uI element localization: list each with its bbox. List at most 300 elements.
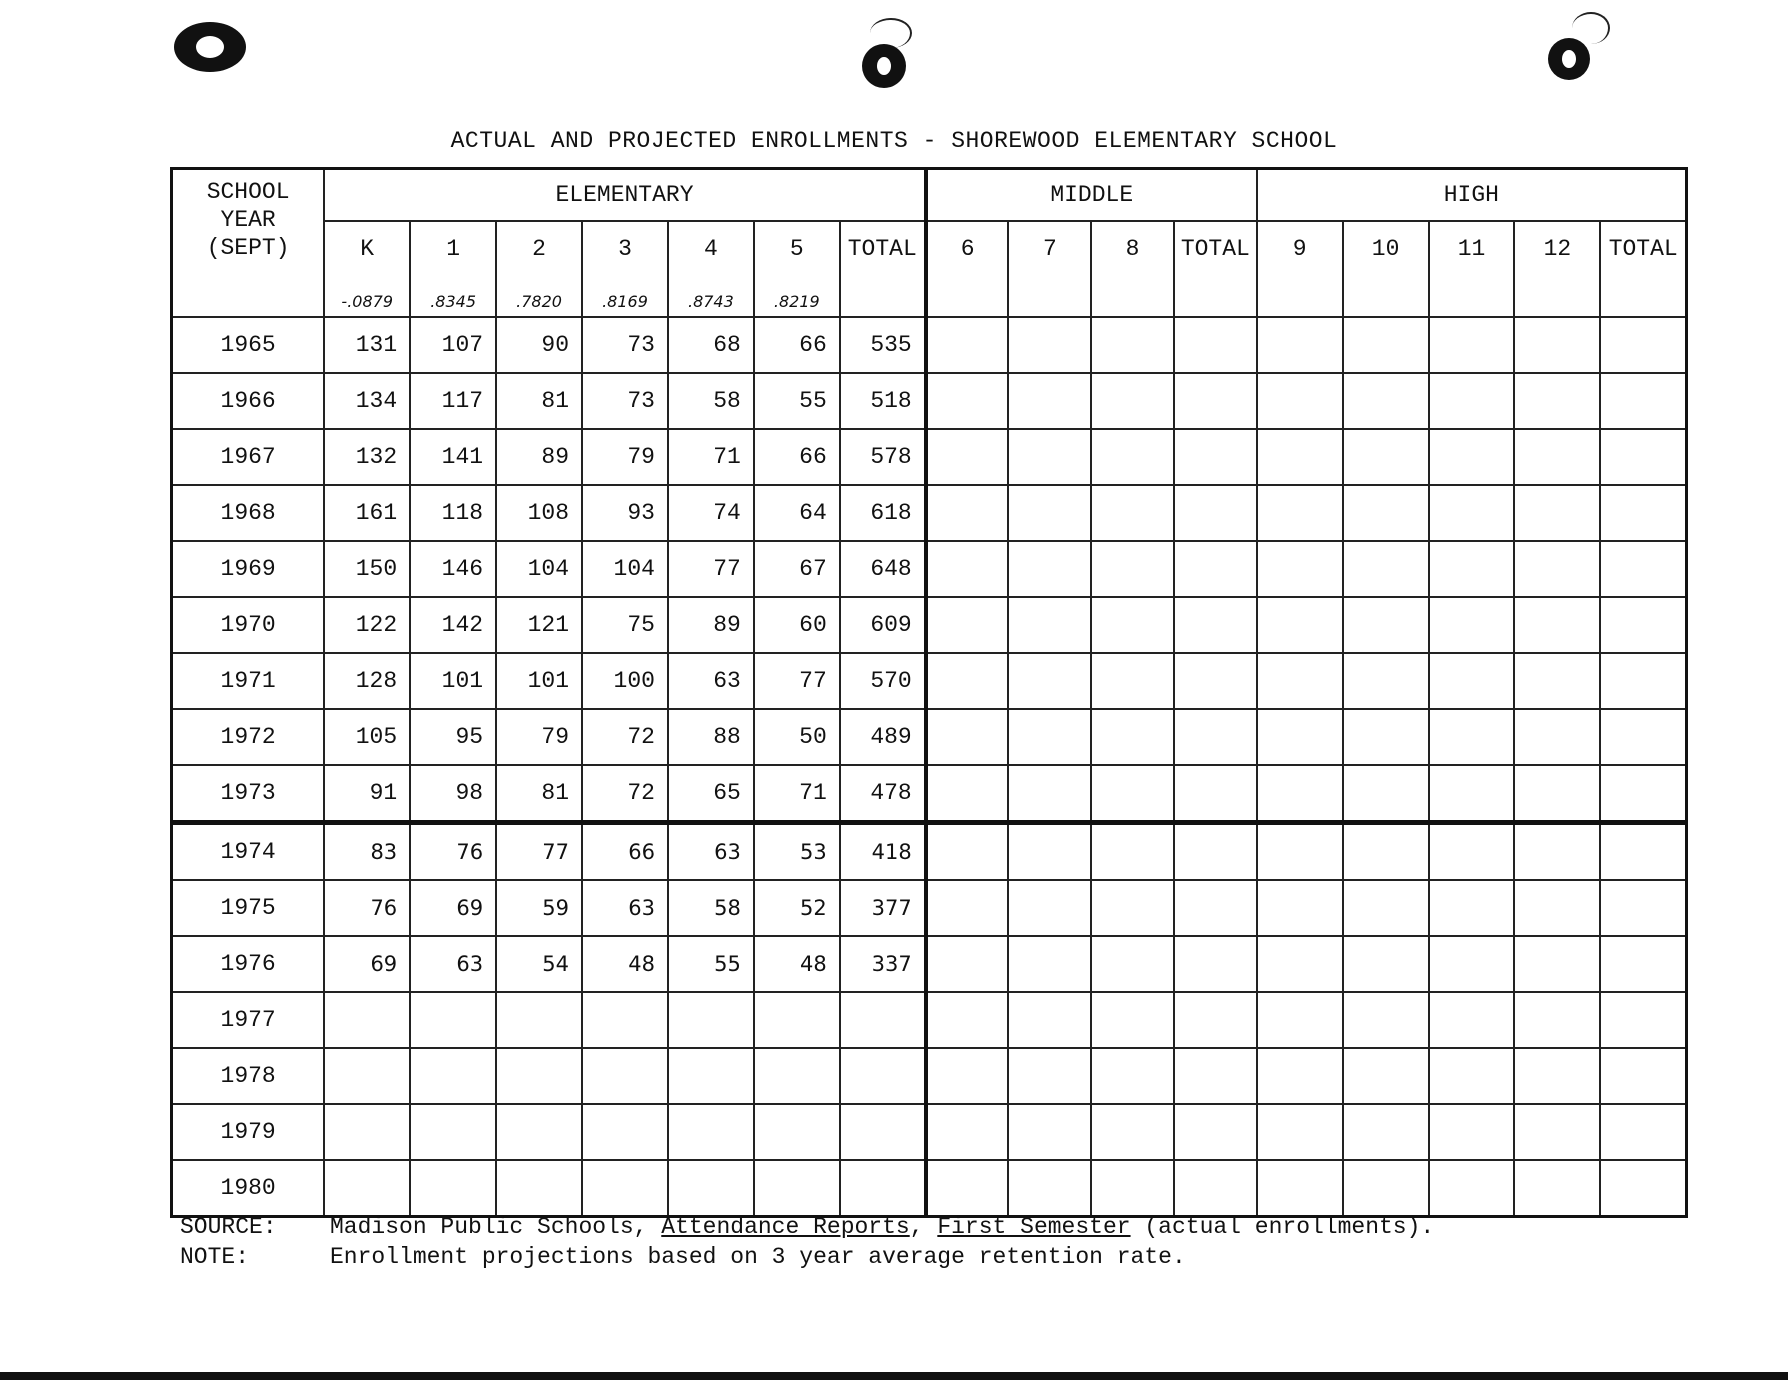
high-cell <box>1429 823 1515 881</box>
high-grade-header: 10 <box>1343 221 1429 317</box>
school-year-cell: 1979 <box>172 1104 325 1160</box>
enrollment-cell: 142 <box>410 597 496 653</box>
middle-cell <box>1008 317 1091 373</box>
enrollment-cell: 100 <box>582 653 668 709</box>
high-cell <box>1429 653 1515 709</box>
punch-hole-center-arc <box>870 18 912 48</box>
enrollment-cell <box>496 1160 582 1217</box>
middle-cell <box>1174 653 1257 709</box>
source-text-part: (actual enrollments). <box>1130 1214 1435 1240</box>
enrollment-cell: 117 <box>410 373 496 429</box>
enrollment-cell: 81 <box>496 373 582 429</box>
high-cell <box>1343 485 1429 541</box>
middle-cell <box>1008 709 1091 765</box>
high-cell <box>1343 1104 1429 1160</box>
high-cell <box>1429 880 1515 936</box>
enrollment-cell: 108 <box>496 485 582 541</box>
high-grade-header: 9 <box>1257 221 1343 317</box>
high-cell <box>1514 597 1600 653</box>
middle-cell <box>1091 1048 1174 1104</box>
high-cell <box>1514 823 1600 881</box>
middle-cell <box>926 653 1009 709</box>
middle-cell <box>1174 597 1257 653</box>
high-cell <box>1600 373 1686 429</box>
high-cell <box>1429 429 1515 485</box>
high-cell <box>1514 1104 1600 1160</box>
high-cell <box>1343 823 1429 881</box>
middle-cell <box>926 1048 1009 1104</box>
retention-rate-total-blank <box>840 286 926 317</box>
enrollment-cell: 48 <box>582 936 668 992</box>
school-year-cell: 1969 <box>172 541 325 597</box>
high-cell <box>1343 936 1429 992</box>
high-cell <box>1429 1160 1515 1217</box>
high-cell <box>1343 709 1429 765</box>
retention-rate: .8345 <box>410 286 496 317</box>
middle-cell <box>1174 1104 1257 1160</box>
middle-cell <box>1174 429 1257 485</box>
elementary-total-cell: 518 <box>840 373 926 429</box>
enrollment-cell: 79 <box>582 429 668 485</box>
enrollment-cell: 89 <box>496 429 582 485</box>
table-row <box>172 373 1687 429</box>
middle-cell <box>926 429 1009 485</box>
enrollment-cell: 66 <box>754 317 840 373</box>
high-cell <box>1600 597 1686 653</box>
high-grade-header: 12 <box>1514 221 1600 317</box>
middle-cell <box>926 709 1009 765</box>
high-cell <box>1343 992 1429 1048</box>
high-cell <box>1429 765 1515 823</box>
middle-cell <box>1008 1160 1091 1217</box>
table-row <box>172 653 1687 709</box>
retention-rate: .7820 <box>496 286 582 317</box>
high-cell <box>1514 373 1600 429</box>
high-cell <box>1429 1048 1515 1104</box>
enrollment-cell <box>324 1104 410 1160</box>
enrollment-cell: 58 <box>668 373 754 429</box>
enrollment-cell <box>496 1104 582 1160</box>
enrollment-cell <box>410 1104 496 1160</box>
middle-cell <box>1174 765 1257 823</box>
middle-cell <box>1008 429 1091 485</box>
page-title: ACTUAL AND PROJECTED ENROLLMENTS - SHOREWOOD ELEMENTARY SCHOOL <box>450 128 1338 154</box>
table-row <box>172 936 1687 992</box>
school-year-header-line: SCHOOL <box>206 179 290 205</box>
enrollment-cell: 71 <box>754 765 840 823</box>
enrollment-cell <box>582 1048 668 1104</box>
middle-cell <box>1091 709 1174 765</box>
enrollment-cell: 63 <box>668 653 754 709</box>
school-year-cell: 1980 <box>172 1160 325 1217</box>
enrollment-cell: 75 <box>582 597 668 653</box>
high-cell <box>1257 765 1343 823</box>
school-year-cell: 1977 <box>172 992 325 1048</box>
middle-grade-header: 8 <box>1091 221 1174 317</box>
middle-cell <box>1091 317 1174 373</box>
middle-cell <box>926 317 1009 373</box>
high-cell <box>1514 709 1600 765</box>
middle-cell <box>926 1160 1009 1217</box>
enrollment-cell <box>582 1104 668 1160</box>
high-cell <box>1600 823 1686 881</box>
elementary-total-cell <box>840 1104 926 1160</box>
enrollment-cell <box>754 1048 840 1104</box>
elementary-total-cell <box>840 1048 926 1104</box>
high-cell <box>1343 765 1429 823</box>
enrollment-cell: 77 <box>754 653 840 709</box>
punch-hole-left <box>174 22 246 72</box>
table-row <box>172 880 1687 936</box>
high-cell <box>1514 541 1600 597</box>
middle-cell <box>1174 709 1257 765</box>
middle-cell <box>1174 992 1257 1048</box>
high-cell <box>1343 317 1429 373</box>
high-cell <box>1429 373 1515 429</box>
enrollment-cell: 95 <box>410 709 496 765</box>
high-cell <box>1514 936 1600 992</box>
enrollment-cell: 90 <box>496 317 582 373</box>
retention-rate: .8169 <box>582 286 668 317</box>
high-cell <box>1257 1160 1343 1217</box>
enrollment-cell: 146 <box>410 541 496 597</box>
middle-cell <box>1008 541 1091 597</box>
school-year-cell: 1968 <box>172 485 325 541</box>
enrollment-cell <box>668 1160 754 1217</box>
retention-rate: .8219 <box>754 286 840 317</box>
middle-cell <box>1091 653 1174 709</box>
high-cell <box>1600 709 1686 765</box>
high-cell <box>1514 765 1600 823</box>
middle-cell <box>926 541 1009 597</box>
high-cell <box>1343 429 1429 485</box>
high-cell <box>1429 709 1515 765</box>
high-cell <box>1257 317 1343 373</box>
high-cell <box>1600 992 1686 1048</box>
middle-cell <box>926 992 1009 1048</box>
elementary-grade-header: 1 <box>410 221 496 286</box>
high-cell <box>1343 1160 1429 1217</box>
school-year-cell: 1978 <box>172 1048 325 1104</box>
note-text-part: year average retention rate. <box>785 1244 1186 1270</box>
enrollment-cell: 72 <box>582 765 668 823</box>
high-cell <box>1257 597 1343 653</box>
middle-cell <box>1091 936 1174 992</box>
high-cell <box>1514 992 1600 1048</box>
enrollment-cell: 98 <box>410 765 496 823</box>
enrollment-cell: 69 <box>410 880 496 936</box>
high-cell <box>1257 880 1343 936</box>
middle-cell <box>1091 765 1174 823</box>
high-cell <box>1257 541 1343 597</box>
high-cell <box>1514 485 1600 541</box>
elementary-total-cell: 609 <box>840 597 926 653</box>
footer-notes <box>180 1212 1680 1272</box>
source-label: SOURCE: <box>180 1214 277 1240</box>
enrollment-cell: 58 <box>668 880 754 936</box>
enrollment-cell: 134 <box>324 373 410 429</box>
middle-grade-header: TOTAL <box>1174 221 1257 317</box>
enrollment-cell <box>582 992 668 1048</box>
high-cell <box>1514 429 1600 485</box>
enrollment-cell <box>324 992 410 1048</box>
high-cell <box>1514 880 1600 936</box>
elementary-grade-header: TOTAL <box>840 221 926 286</box>
note-number: 3 <box>771 1244 786 1270</box>
middle-cell <box>1091 1160 1174 1217</box>
school-year-cell: 1966 <box>172 373 325 429</box>
enrollment-cell <box>754 1160 840 1217</box>
high-cell <box>1429 541 1515 597</box>
high-cell <box>1257 709 1343 765</box>
middle-cell <box>1174 1160 1257 1217</box>
high-cell <box>1343 373 1429 429</box>
enrollment-cell: 83 <box>324 823 410 881</box>
high-cell <box>1257 373 1343 429</box>
school-year-header <box>172 169 325 318</box>
elementary-total-cell: 648 <box>840 541 926 597</box>
middle-cell <box>1174 823 1257 881</box>
enrollment-cell: 73 <box>582 317 668 373</box>
middle-cell <box>1008 373 1091 429</box>
enrollment-cell <box>668 1104 754 1160</box>
middle-cell <box>926 936 1009 992</box>
middle-cell <box>1174 541 1257 597</box>
enrollment-cell: 60 <box>754 597 840 653</box>
high-cell <box>1514 1048 1600 1104</box>
elementary-total-cell: 337 <box>840 936 926 992</box>
punch-hole-right-arc <box>1572 12 1610 44</box>
enrollment-cell: 104 <box>496 541 582 597</box>
middle-cell <box>1091 541 1174 597</box>
enrollment-cell: 88 <box>668 709 754 765</box>
high-cell <box>1257 653 1343 709</box>
enrollment-cell: 121 <box>496 597 582 653</box>
enrollment-cell <box>496 1048 582 1104</box>
source-text-part: Madison Public Schools, <box>330 1214 662 1240</box>
high-cell <box>1257 485 1343 541</box>
enrollment-cell <box>754 992 840 1048</box>
high-cell <box>1257 1104 1343 1160</box>
table-row <box>172 709 1687 765</box>
high-cell <box>1429 1104 1515 1160</box>
elementary-total-cell <box>840 1160 926 1217</box>
enrollment-cell: 76 <box>324 880 410 936</box>
high-cell <box>1514 1160 1600 1217</box>
enrollment-cell: 122 <box>324 597 410 653</box>
enrollment-cell: 101 <box>496 653 582 709</box>
enrollment-cell: 74 <box>668 485 754 541</box>
school-year-cell: 1973 <box>172 765 325 823</box>
table-body <box>172 317 1687 1217</box>
middle-cell <box>926 597 1009 653</box>
retention-rate: .8743 <box>668 286 754 317</box>
enrollment-cell: 118 <box>410 485 496 541</box>
school-year-cell: 1970 <box>172 597 325 653</box>
enrollment-cell: 107 <box>410 317 496 373</box>
high-cell <box>1600 1160 1686 1217</box>
elementary-total-cell: 489 <box>840 709 926 765</box>
table-row <box>172 541 1687 597</box>
middle-cell <box>1091 992 1174 1048</box>
elementary-grade-header: K <box>324 221 410 286</box>
enrollment-cell: 68 <box>668 317 754 373</box>
middle-cell <box>1008 880 1091 936</box>
middle-cell <box>926 373 1009 429</box>
table-row <box>172 1104 1687 1160</box>
school-year-cell: 1974 <box>172 823 325 881</box>
enrollment-cell <box>410 1160 496 1217</box>
elementary-total-cell: 478 <box>840 765 926 823</box>
source-text-part: , <box>909 1214 938 1240</box>
middle-cell <box>1091 597 1174 653</box>
high-grade-header: 11 <box>1429 221 1515 317</box>
enrollment-cell: 55 <box>668 936 754 992</box>
source-line <box>180 1212 1680 1242</box>
note-text <box>330 1242 1186 1272</box>
elementary-grade-header: 5 <box>754 221 840 286</box>
enrollment-cell <box>410 992 496 1048</box>
enrollment-cell: 76 <box>410 823 496 881</box>
middle-cell <box>1091 823 1174 881</box>
middle-cell <box>926 485 1009 541</box>
elementary-total-cell: 570 <box>840 653 926 709</box>
punch-hole-right <box>1548 38 1590 80</box>
high-cell <box>1600 765 1686 823</box>
middle-group-header: MIDDLE <box>926 169 1257 222</box>
middle-cell <box>1091 880 1174 936</box>
high-cell <box>1429 485 1515 541</box>
school-year-cell: 1971 <box>172 653 325 709</box>
elementary-total-cell: 377 <box>840 880 926 936</box>
high-cell <box>1514 653 1600 709</box>
note-label: NOTE: <box>180 1244 250 1270</box>
table-row <box>172 992 1687 1048</box>
middle-cell <box>926 823 1009 881</box>
middle-grade-header: 6 <box>926 221 1009 317</box>
enrollment-cell <box>324 1048 410 1104</box>
table-row <box>172 485 1687 541</box>
school-year-header-line: (SEPT) <box>206 235 290 261</box>
high-group-header: HIGH <box>1257 169 1687 222</box>
middle-cell <box>1174 1048 1257 1104</box>
middle-cell <box>1091 485 1174 541</box>
enrollment-cell: 66 <box>754 429 840 485</box>
school-year-cell: 1975 <box>172 880 325 936</box>
middle-cell <box>1174 485 1257 541</box>
enrollment-cell: 66 <box>582 823 668 881</box>
high-cell <box>1600 541 1686 597</box>
enrollment-cell: 55 <box>754 373 840 429</box>
enrollment-cell: 131 <box>324 317 410 373</box>
enrollment-cell: 71 <box>668 429 754 485</box>
enrollment-cell: 132 <box>324 429 410 485</box>
source-first-semester: First Semester <box>937 1214 1131 1240</box>
middle-cell <box>1008 936 1091 992</box>
middle-cell <box>1174 880 1257 936</box>
high-cell <box>1600 1104 1686 1160</box>
middle-cell <box>1008 823 1091 881</box>
enrollment-cell: 101 <box>410 653 496 709</box>
enrollment-cell: 63 <box>582 880 668 936</box>
enrollment-cell: 63 <box>410 936 496 992</box>
middle-cell <box>1008 485 1091 541</box>
enrollment-cell: 48 <box>754 936 840 992</box>
high-cell <box>1600 485 1686 541</box>
grade-header-row <box>172 221 1687 286</box>
enrollment-cell: 81 <box>496 765 582 823</box>
middle-cell <box>926 765 1009 823</box>
enrollment-cell: 59 <box>496 880 582 936</box>
enrollment-cell: 93 <box>582 485 668 541</box>
high-cell <box>1600 653 1686 709</box>
high-cell <box>1514 317 1600 373</box>
elementary-total-cell: 418 <box>840 823 926 881</box>
middle-cell <box>1008 765 1091 823</box>
enrollment-cell: 54 <box>496 936 582 992</box>
high-cell <box>1429 317 1515 373</box>
high-cell <box>1343 597 1429 653</box>
enrollment-cell: 128 <box>324 653 410 709</box>
enrollment-cell: 63 <box>668 823 754 881</box>
high-cell <box>1257 823 1343 881</box>
middle-cell <box>1008 1048 1091 1104</box>
middle-cell <box>1008 597 1091 653</box>
school-year-cell: 1965 <box>172 317 325 373</box>
middle-cell <box>1008 992 1091 1048</box>
enrollment-cell: 77 <box>668 541 754 597</box>
school-year-cell: 1972 <box>172 709 325 765</box>
high-cell <box>1429 936 1515 992</box>
enrollment-cell: 91 <box>324 765 410 823</box>
table-row <box>172 1160 1687 1217</box>
middle-cell <box>926 880 1009 936</box>
enrollment-cell <box>668 992 754 1048</box>
source-attendance-reports: Attendance Reports <box>661 1214 910 1240</box>
enrollment-cell: 50 <box>754 709 840 765</box>
enrollment-cell <box>496 992 582 1048</box>
enrollment-cell: 53 <box>754 823 840 881</box>
table-row <box>172 317 1687 373</box>
table-row <box>172 597 1687 653</box>
school-year-cell: 1967 <box>172 429 325 485</box>
table-header <box>172 169 1687 318</box>
elementary-grade-header: 4 <box>668 221 754 286</box>
elementary-grade-header: 2 <box>496 221 582 286</box>
enrollment-cell: 52 <box>754 880 840 936</box>
enrollment-cell: 64 <box>754 485 840 541</box>
retention-rate: -.0879 <box>324 286 410 317</box>
middle-cell <box>1174 936 1257 992</box>
high-cell <box>1600 317 1686 373</box>
punch-hole-center <box>862 44 906 88</box>
middle-cell <box>1008 653 1091 709</box>
high-cell <box>1600 880 1686 936</box>
enrollment-cell: 150 <box>324 541 410 597</box>
enrollment-cell <box>324 1160 410 1217</box>
note-text-part: Enrollment projections based on <box>330 1244 772 1270</box>
note-line <box>180 1242 1680 1272</box>
elementary-total-cell: 578 <box>840 429 926 485</box>
high-cell <box>1600 1048 1686 1104</box>
middle-cell <box>1091 373 1174 429</box>
high-cell <box>1343 653 1429 709</box>
high-cell <box>1600 429 1686 485</box>
middle-cell <box>926 1104 1009 1160</box>
high-cell <box>1429 992 1515 1048</box>
enrollment-cell: 72 <box>582 709 668 765</box>
enrollment-cell: 105 <box>324 709 410 765</box>
